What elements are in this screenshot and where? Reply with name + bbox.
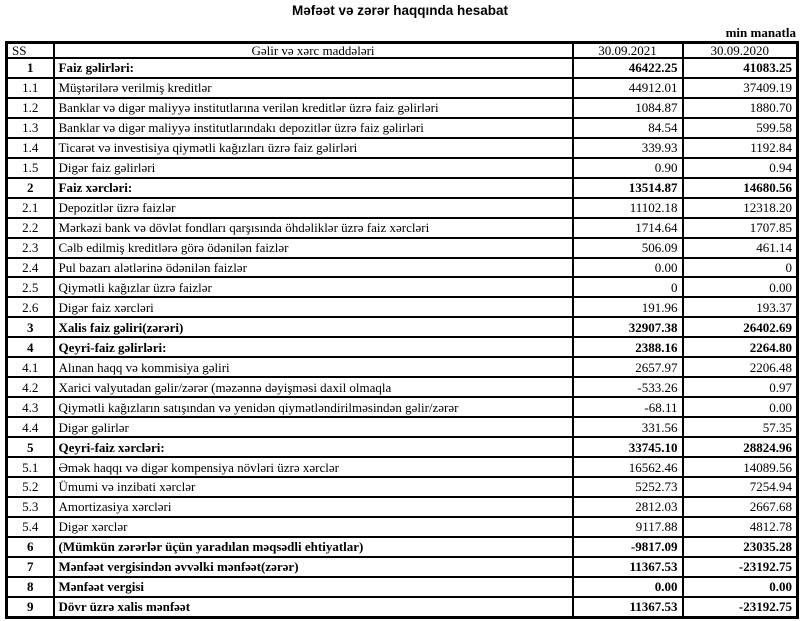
table-row	[7, 78, 798, 98]
value-2020-cell: 2206.48	[683, 357, 798, 377]
value-2021-cell: 1714.64	[573, 218, 683, 238]
value-2021-cell: 84.54	[573, 118, 683, 138]
row-number-cell: 7	[7, 557, 54, 577]
table-row	[7, 277, 798, 297]
value-2021-cell: 191.96	[573, 297, 683, 317]
value-2020-cell: 1880.70	[683, 98, 798, 118]
table-row	[7, 517, 798, 537]
item-label-cell: Mərkəzi bank və dövlət fondları qarşısında öhdəliklər üzrə faiz xərcləri	[54, 218, 573, 238]
value-2020-cell: 1192.84	[683, 138, 798, 158]
value-2020-cell: 0.94	[683, 158, 798, 178]
table-row	[7, 178, 798, 198]
item-label-cell: (Mümkün zərərlər üçün yaradılan məqsədli ehtiyatlar)	[54, 537, 573, 557]
row-number-cell: 5.2	[7, 477, 54, 497]
table-row	[7, 58, 798, 78]
item-label-cell: Digər faiz gəlirləri	[54, 158, 573, 178]
row-number-cell: 1.2	[7, 98, 54, 118]
table-row	[7, 397, 798, 417]
table-row	[7, 497, 798, 517]
value-2021-cell: 2388.16	[573, 337, 683, 357]
row-number-cell: 1.5	[7, 158, 54, 178]
table-row	[7, 597, 798, 618]
table-row	[7, 138, 798, 158]
value-2020-cell: 1707.85	[683, 218, 798, 238]
table-row	[7, 557, 798, 577]
value-2020-cell: 4812.78	[683, 517, 798, 537]
row-number-cell: 3	[7, 317, 54, 337]
table-row	[7, 218, 798, 238]
value-2021-cell: 506.09	[573, 238, 683, 258]
value-2020-cell: 2264.80	[683, 337, 798, 357]
row-number-cell: 9	[7, 597, 54, 618]
row-number-cell: 2.2	[7, 218, 54, 238]
row-number-cell: 1	[7, 58, 54, 78]
table-row	[7, 417, 798, 437]
row-number-cell: 4.1	[7, 357, 54, 377]
item-label-cell: Qeyri-faiz gəlirləri:	[54, 337, 573, 357]
item-label-cell: Amortizasiya xərcləri	[54, 497, 573, 517]
value-2021-cell: 1084.87	[573, 98, 683, 118]
value-2020-cell: 14089.56	[683, 457, 798, 477]
table-row	[7, 337, 798, 357]
table-row	[7, 477, 798, 497]
row-number-cell: 5.1	[7, 457, 54, 477]
table-header-row	[7, 43, 798, 59]
row-number-cell: 2.6	[7, 297, 54, 317]
profit-loss-table	[5, 41, 799, 619]
row-number-cell: 5.4	[7, 517, 54, 537]
value-2021-cell: 16562.46	[573, 457, 683, 477]
item-label-cell: Xalis faiz gəliri(zərəri)	[54, 317, 573, 337]
item-label-cell: Dövr üzrə xalis mənfəət	[54, 597, 573, 618]
value-2020-cell: 193.37	[683, 297, 798, 317]
value-2020-cell: 28824.96	[683, 437, 798, 457]
row-number-cell: 4.3	[7, 397, 54, 417]
value-2020-cell: 41083.25	[683, 58, 798, 78]
value-2020-cell: 2667.68	[683, 497, 798, 517]
value-2021-cell: -68.11	[573, 397, 683, 417]
value-2021-cell: 44912.01	[573, 78, 683, 98]
row-number-cell: 2.3	[7, 238, 54, 258]
header-2021: 30.09.2021	[573, 43, 683, 59]
row-number-cell: 5	[7, 437, 54, 457]
value-2021-cell: 11367.53	[573, 597, 683, 618]
value-2020-cell: 57.35	[683, 417, 798, 437]
report-table-body	[7, 58, 798, 618]
header-items: Gəlir və xərc maddələri	[54, 43, 573, 59]
value-2020-cell: 0.00	[683, 577, 798, 597]
value-2020-cell: 37409.19	[683, 78, 798, 98]
value-2020-cell: -23192.75	[683, 557, 798, 577]
table-row	[7, 98, 798, 118]
row-number-cell: 2.5	[7, 277, 54, 297]
value-2020-cell: 0	[683, 258, 798, 278]
table-row	[7, 537, 798, 557]
item-label-cell: Müştərilərə verilmiş kreditlər	[54, 78, 573, 98]
item-label-cell: Ümumi və inzibati xərclər	[54, 477, 573, 497]
item-label-cell: Faiz xərcləri:	[54, 178, 573, 198]
value-2021-cell: 0.90	[573, 158, 683, 178]
row-number-cell: 1.3	[7, 118, 54, 138]
value-2021-cell: 339.93	[573, 138, 683, 158]
value-2021-cell: 5252.73	[573, 477, 683, 497]
row-number-cell: 4.4	[7, 417, 54, 437]
item-label-cell: Mənfəət vergisi	[54, 577, 573, 597]
item-label-cell: Digər gəlirlər	[54, 417, 573, 437]
table-row	[7, 577, 798, 597]
row-number-cell: 1.4	[7, 138, 54, 158]
value-2021-cell: 0	[573, 277, 683, 297]
item-label-cell: Mənfəət vergisindən əvvəlki mənfəət(zərər)	[54, 557, 573, 577]
item-label-cell: Digər faiz xərcləri	[54, 297, 573, 317]
item-label-cell: Pul bazarı alətlərinə ödənilən faizlər	[54, 258, 573, 278]
table-row	[7, 198, 798, 218]
value-2020-cell: 14680.56	[683, 178, 798, 198]
value-2021-cell: 13514.87	[573, 178, 683, 198]
item-label-cell: Alınan haqq və kommisiya gəliri	[54, 357, 573, 377]
value-2021-cell: 46422.25	[573, 58, 683, 78]
value-2020-cell: 0.97	[683, 377, 798, 397]
row-number-cell: 5.3	[7, 497, 54, 517]
value-2020-cell: 0.00	[683, 397, 798, 417]
value-2021-cell: 2657.97	[573, 357, 683, 377]
item-label-cell: Qeyri-faiz xərcləri:	[54, 437, 573, 457]
table-row	[7, 457, 798, 477]
item-label-cell: Ticarət və investisiya qiymətli kağızları üzrə faiz gəlirləri	[54, 138, 573, 158]
item-label-cell: Digər xərclər	[54, 517, 573, 537]
item-label-cell: Xarici valyutadan gəlir/zərər (məzənnə dəyişməsi daxil olmaqla	[54, 377, 573, 397]
value-2020-cell: 461.14	[683, 238, 798, 258]
row-number-cell: 1.1	[7, 78, 54, 98]
item-label-cell: Qiymətli kağızlar üzrə faizlər	[54, 277, 573, 297]
table-row	[7, 238, 798, 258]
table-row	[7, 377, 798, 397]
header-ss: SS	[7, 43, 54, 59]
row-number-cell: 2.4	[7, 258, 54, 278]
item-label-cell: Banklar və digər maliyyə institutlarına verilən kreditlər üzrə faiz gəlirləri	[54, 98, 573, 118]
item-label-cell: Cəlb edilmiş kreditlərə görə ödənilən faizlər	[54, 238, 573, 258]
value-2021-cell: 0.00	[573, 577, 683, 597]
row-number-cell: 4.2	[7, 377, 54, 397]
value-2020-cell: -23192.75	[683, 597, 798, 618]
row-number-cell: 2	[7, 178, 54, 198]
table-row	[7, 297, 798, 317]
value-2021-cell: 0.00	[573, 258, 683, 278]
table-row	[7, 158, 798, 178]
value-2021-cell: 33745.10	[573, 437, 683, 457]
value-2021-cell: 331.56	[573, 417, 683, 437]
item-label-cell: Banklar və digər maliyyə institutlarındakı depozitlər üzrə faiz gəlirləri	[54, 118, 573, 138]
table-row	[7, 118, 798, 138]
value-2021-cell: 11367.53	[573, 557, 683, 577]
value-2020-cell: 0.00	[683, 277, 798, 297]
item-label-cell: Depozitlər üzrə faizlər	[54, 198, 573, 218]
row-number-cell: 4	[7, 337, 54, 357]
value-2021-cell: -9817.09	[573, 537, 683, 557]
value-2021-cell: 2812.03	[573, 497, 683, 517]
page-title: Məfəət və zərər haqqında hesabat	[291, 3, 509, 18]
value-2020-cell: 23035.28	[683, 537, 798, 557]
value-2021-cell: 11102.18	[573, 198, 683, 218]
header-2020: 30.09.2020	[683, 43, 798, 59]
value-2021-cell: 9117.88	[573, 517, 683, 537]
unit-note: min manatla	[725, 25, 796, 40]
item-label-cell: Qiymətli kağızların satışından və yenidən qiymətləndirilməsindən gəlir/zərər	[54, 397, 573, 417]
item-label-cell: Faiz gəlirləri:	[54, 58, 573, 78]
value-2020-cell: 26402.69	[683, 317, 798, 337]
table-row	[7, 357, 798, 377]
table-row	[7, 258, 798, 278]
value-2020-cell: 7254.94	[683, 477, 798, 497]
table-row	[7, 437, 798, 457]
row-number-cell: 8	[7, 577, 54, 597]
row-number-cell: 6	[7, 537, 54, 557]
table-row	[7, 317, 798, 337]
row-number-cell: 2.1	[7, 198, 54, 218]
value-2020-cell: 12318.20	[683, 198, 798, 218]
value-2021-cell: -533.26	[573, 377, 683, 397]
value-2020-cell: 599.58	[683, 118, 798, 138]
value-2021-cell: 32907.38	[573, 317, 683, 337]
item-label-cell: Əmək haqqı və digər kompensiya növləri üzrə xərclər	[54, 457, 573, 477]
